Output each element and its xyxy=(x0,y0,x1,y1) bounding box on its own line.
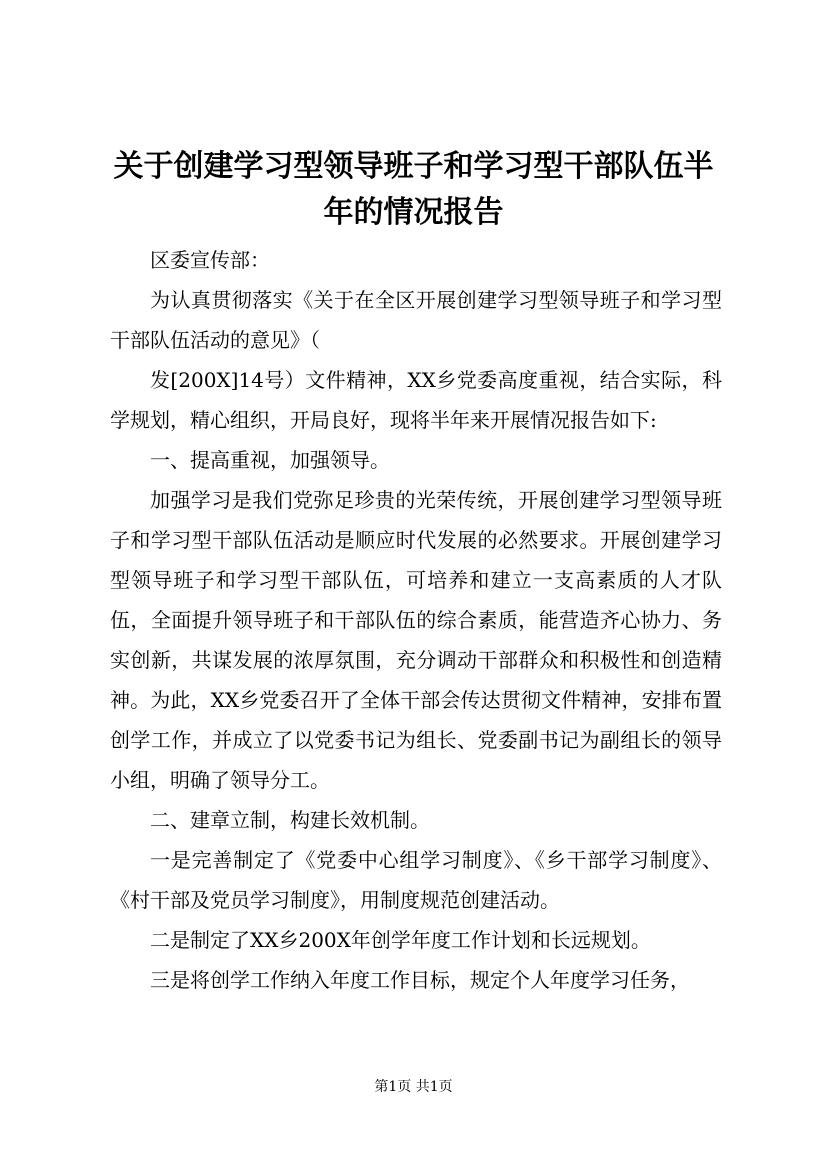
body-paragraph: 二是制定了XX乡200X年创学年度工作计划和长远规划。 xyxy=(150,928,651,952)
page-number-footer: 第1页 共1页 xyxy=(374,1079,453,1095)
document-title: 关于创建学习型领导班子和学习型干部队伍半年的情况报告 xyxy=(113,149,714,230)
body-paragraph: 一是完善制定了《党委中心组学习制度》、《乡干部学习制度》、《村干部及党员学习制度》，用制度规范创建活动。 xyxy=(110,848,722,912)
document-body xyxy=(110,240,722,1000)
body-paragraph: 加强学习是我们党弥足珍贵的光荣传统，开展创建学习型领导班子和学习型干部队伍活动是顺应时代发展的必然要求。开展创建学习型领导班子和学习型干部队伍，可培养和建立一支高素质的人才队伍，全面提升领导班子和干部队伍的综合素质，能营造齐心协力、务实创新，共谋发展的浓厚氛围，充分调动干部群众和积极性和创造精神。为此，XX乡党委召开了全体干部会传达贯彻文件精神，安排布置创学工作，并成立了以党委书记为组长、党委副书记为副组长的领导小组，明确了领导分工。 xyxy=(110,488,722,792)
section-heading: 二、建章立制，构建长效机制。 xyxy=(150,808,430,832)
body-paragraph: 为认真贯彻落实《关于在全区开展创建学习型领导班子和学习型干部队伍活动的意见》（ xyxy=(110,288,722,352)
body-paragraph: 三是将创学工作纳入年度工作目标，规定个人年度学习任务， xyxy=(150,968,690,992)
section-heading: 一、提高重视，加强领导。 xyxy=(150,448,390,472)
salutation-paragraph: 区委宣传部： xyxy=(150,248,270,272)
body-paragraph: 发[200X]14号）文件精神，XX乡党委高度重视，结合实际，科学规划，精心组织，开局良好，现将半年来开展情况报告如下: xyxy=(110,368,722,432)
